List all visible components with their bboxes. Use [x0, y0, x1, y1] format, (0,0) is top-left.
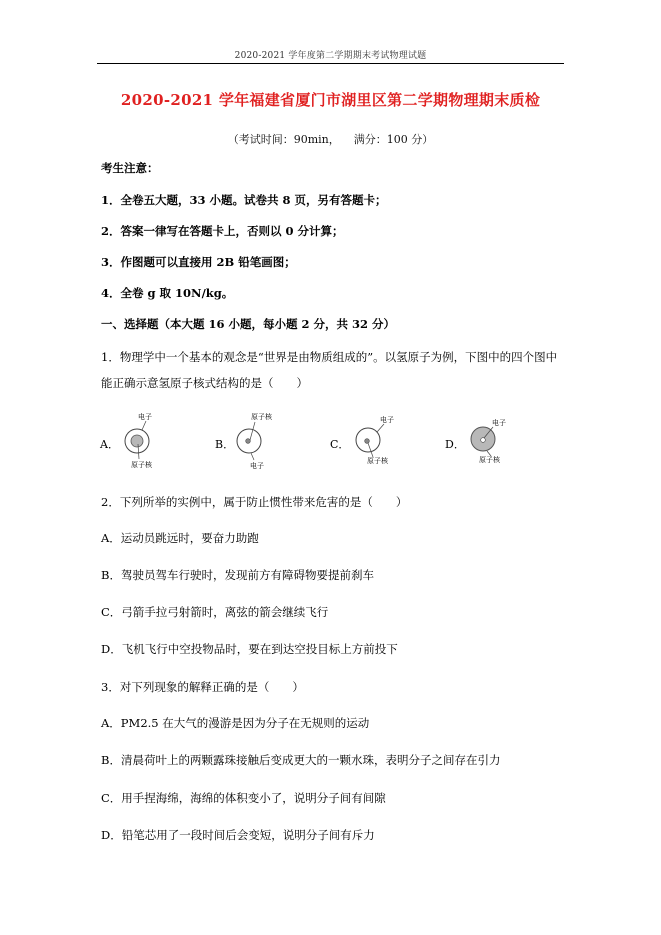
q2-option-d[interactable]: D．飞机飞行中空投物品时，要在到达空投目标上方前投下 [101, 642, 398, 656]
q2-stem: 2．下列所举的实例中，属于防止惯性带来危害的是（ ） [101, 495, 408, 509]
option-letter: A． [100, 438, 119, 451]
q3-option-d[interactable]: D．铅笔芯用了一段时间后会变短，说明分子间有斥力 [101, 828, 375, 842]
label-electron: 电子 [138, 413, 152, 421]
label-nucleus: 原子核 [479, 456, 500, 464]
exam-subtitle [0, 131, 661, 147]
label-nucleus: 原子核 [131, 461, 152, 469]
q2-option-b[interactable]: B．驾驶员驾车行驶时，发现前方有障碍物要提前刹车 [101, 568, 374, 582]
option-letter: C． [330, 438, 350, 451]
notice-item-3: 3．作图题可以直接用 2B 铅笔画图； [101, 255, 296, 269]
q1-option-d[interactable] [443, 412, 543, 472]
notice-item-1: 1．全卷五大题，33 小题。试卷共 8 页，另有答题卡； [101, 193, 387, 207]
exam-title: 2020-2021 学年福建省厦门市湖里区第二学期物理期末质检 [120, 91, 541, 109]
notice-item-2: 2．答案一律写在答题卡上，否则以 0 分计算； [101, 224, 344, 238]
q3-option-c[interactable]: C．用手捏海绵，海绵的体积变小了，说明分子间有间隙 [101, 791, 386, 805]
running-header: 2020-2021 学年度第二学期期末考试物理试题 [234, 51, 427, 61]
notice-heading: 考生注意： [101, 161, 159, 175]
atom-diagram-d [443, 412, 543, 472]
option-letter: B． [215, 438, 235, 451]
q1-stem-line2: 能正确示意氢原子核式结构的是（ ） [101, 376, 308, 390]
atom-diagram-b [213, 412, 313, 472]
exam-score: 满分：100 分） [353, 133, 434, 146]
q1-option-b[interactable] [213, 412, 313, 472]
q3-option-b[interactable]: B．清晨荷叶上的两颗露珠接触后变成更大的一颗水珠，表明分子之间存在引力 [101, 753, 501, 767]
atom-diagram-c [328, 412, 428, 472]
label-electron: 电子 [380, 416, 394, 424]
q1-figure-options [98, 412, 528, 472]
q2-option-a[interactable]: A．运动员跳远时，要奋力助跑 [101, 531, 259, 545]
notice-item-4: 4．全卷 g 取 10N/kg。 [101, 286, 234, 300]
label-nucleus: 原子核 [367, 457, 388, 465]
q3-stem: 3．对下列现象的解释正确的是（ ） [101, 680, 304, 694]
label-nucleus: 原子核 [251, 413, 272, 421]
header-divider [97, 63, 564, 64]
q2-option-c[interactable]: C．弓箭手拉弓射箭时，离弦的箭会继续飞行 [101, 605, 329, 619]
q1-option-a[interactable] [98, 412, 198, 472]
q1-option-c[interactable] [328, 412, 428, 472]
q1-stem-line1: 1．物理学中一个基本的观念是“世界是由物质组成的”。以氢原子为例，下图中的四个图中 [101, 350, 558, 364]
exam-time: （考试时间：90min， [227, 133, 340, 146]
section-heading: 一、选择题（本大题 16 小题，每小题 2 分，共 32 分） [101, 317, 396, 331]
option-letter: D． [445, 438, 465, 451]
label-electron: 电子 [250, 462, 264, 470]
atom-diagram-a [98, 412, 198, 472]
label-electron: 电子 [492, 419, 506, 427]
q3-option-a[interactable]: A．PM2.5 在大气的漫游是因为分子在无规则的运动 [101, 716, 370, 730]
